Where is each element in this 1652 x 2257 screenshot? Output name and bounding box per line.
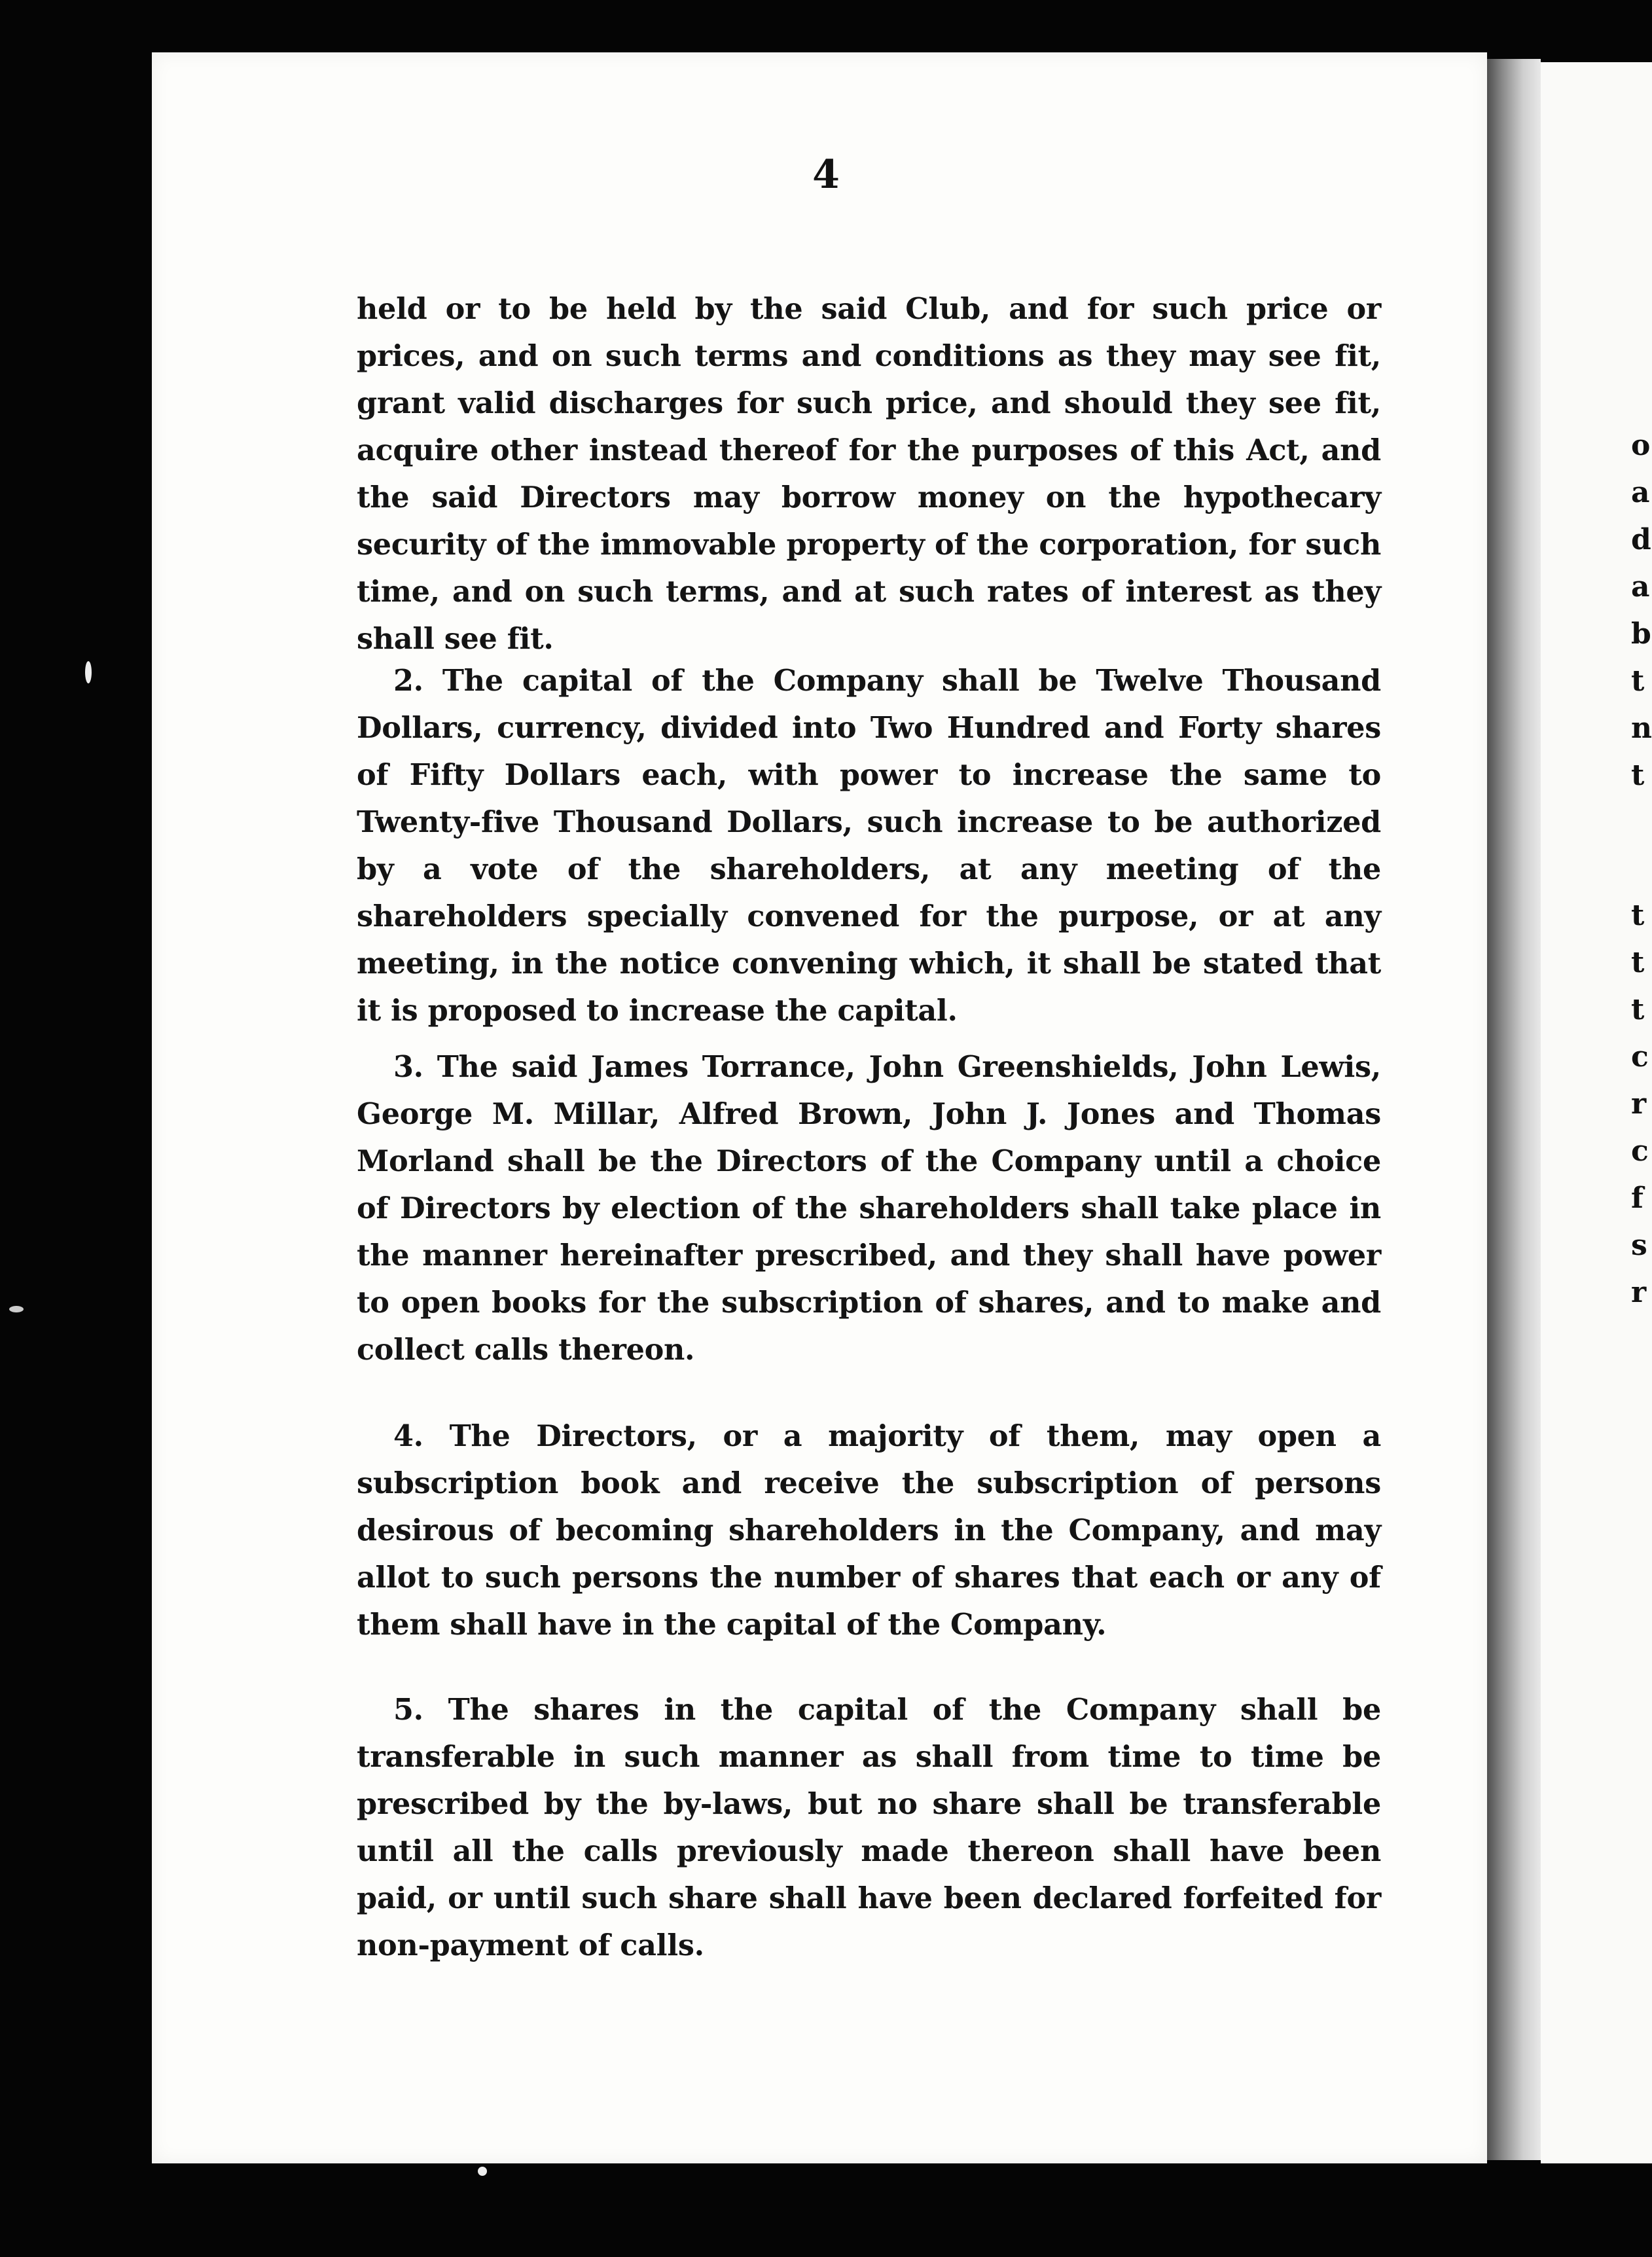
facing-page-letter: t: [1631, 664, 1645, 698]
facing-page-letter: c: [1631, 1040, 1649, 1074]
facing-page-letter: t: [1631, 759, 1645, 792]
section-paragraph: [357, 1413, 1381, 1648]
facing-page-fragment: [1541, 62, 1652, 2163]
section-paragraph: [357, 1043, 1381, 1373]
scan-artifact: [85, 661, 92, 683]
facing-page-letter: r: [1631, 1087, 1647, 1121]
page-number: 4: [812, 152, 840, 198]
facing-page-letter: n: [1631, 712, 1652, 745]
facing-page-letter: t: [1631, 899, 1645, 932]
facing-page-letter: a: [1631, 476, 1650, 509]
facing-page-letter: r: [1631, 1276, 1647, 1309]
scan-artifact: [478, 2167, 487, 2176]
section-number: 2.: [393, 664, 423, 698]
section-paragraph: [357, 1686, 1381, 1969]
facing-page-letter: b: [1631, 617, 1651, 651]
facing-page-letter: t: [1631, 946, 1645, 979]
facing-page-letter: c: [1631, 1134, 1649, 1168]
section-number: 4.: [393, 1419, 423, 1453]
facing-page-letter: a: [1631, 570, 1650, 604]
section-text: The shares in the capital of the Company shall be transferable in such manner as shall from time to time be prescribed by the by-laws, but no share shall be transferable until all the calls previously made thereon shall have been paid, or until such share shall have been declared forfeited for non-payment of calls.: [357, 1693, 1381, 1962]
opening-paragraph: held or to be held by the said Club, and for such price or prices, and on such terms and conditions as they may see fit, grant valid discharges for such price, and should they see fit, acquire other instead thereof for the purposes of this Act, and the said Directors may borrow money on the hypothecary security of the immovable property of the corporation, for such time, and on such terms, and at such rates of interest as they shall see fit.: [357, 292, 1381, 656]
facing-page-letter: d: [1631, 523, 1651, 556]
facing-page-letter: s: [1631, 1229, 1647, 1262]
section-text: The capital of the Company shall be Twelve Thousand Dollars, currency, divided into Two Hundred and Forty shares of Fifty Dollars each, with power to increase the same to Twenty-five Thousand Dollars, such increase to be authorized by a vote of the shareholders, at any meeting of the shareholders specially convened for the purpose, or at any meeting, in the notice convening which, it shall be stated that it is proposed to increase the capital.: [357, 664, 1381, 1028]
facing-page-letter: f: [1631, 1182, 1643, 1215]
facing-page-letter: o: [1631, 429, 1651, 462]
section-number: 5.: [393, 1693, 423, 1727]
book-gutter-shadow: [1482, 59, 1541, 2160]
section-paragraph: [357, 657, 1381, 1034]
section-text: The Directors, or a majority of them, may open a subscription book and receive the subscription of persons desirous of becoming shareholders in the Company, and may allot to such persons the number of shares that each or any of them shall have in the capital of the Company.: [357, 1419, 1381, 1642]
facing-page-letter: t: [1631, 993, 1645, 1026]
scan-artifact: [9, 1306, 24, 1312]
section-text: The said James Torrance, John Greenshields, John Lewis, George M. Millar, Alfred Brown, John J. Jones and Thomas Morland shall be the Directors of the Company until a choice of Directors by election of the shareholders shall take place in the manner hereinafter prescribed, and they shall have power to open books for the subscription of shares, and to make and collect calls thereon.: [357, 1050, 1381, 1367]
section-number: 3.: [393, 1050, 423, 1084]
